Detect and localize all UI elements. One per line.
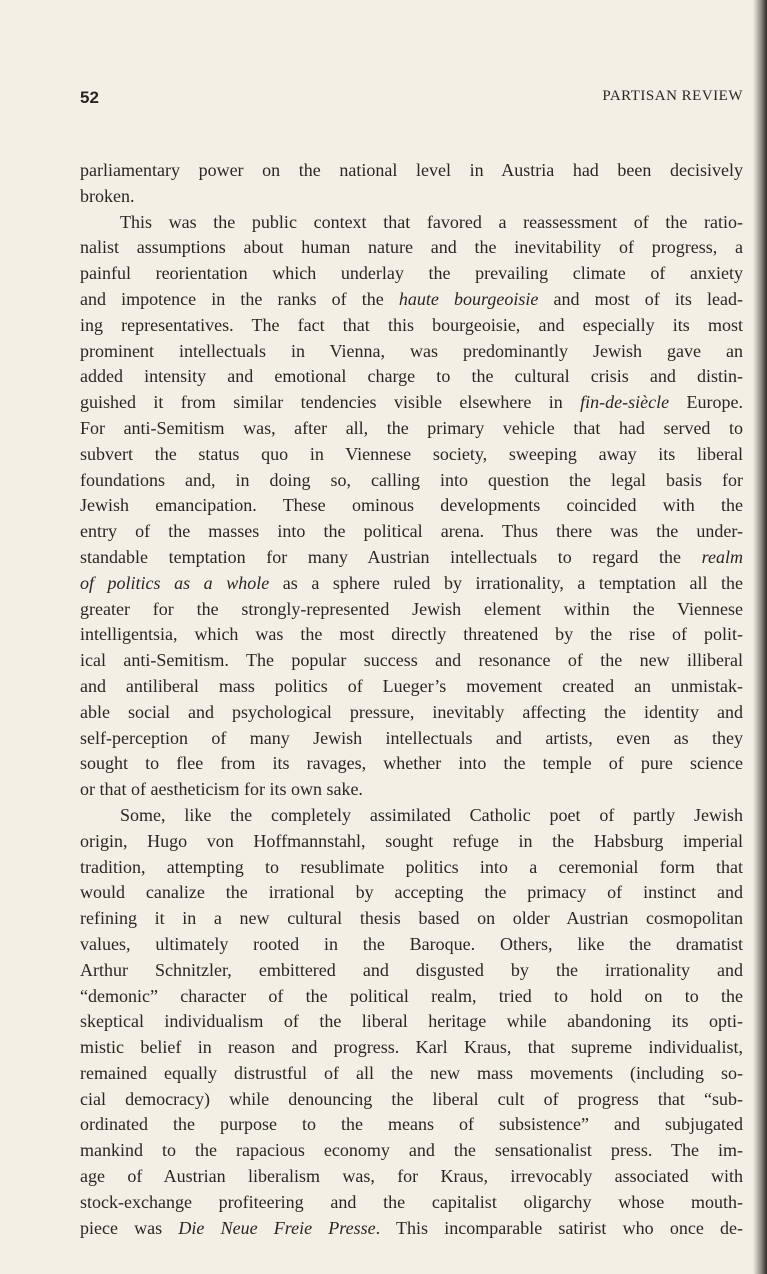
text-line: skeptical individualism of the liberal heritage while abandoning its opti- (80, 1011, 743, 1032)
text-line: entry of the masses into the political arena. Thus there was the under- (80, 521, 743, 542)
text-line: guished it from similar tendencies visible elsewhere in fin-de-siècle Europe. (80, 392, 743, 413)
text-line: subvert the status quo in Viennese society, sweeping away its liberal (80, 443, 743, 464)
text-line: greater for the strongly-represented Jewish element within the Viennese (80, 598, 743, 619)
text-line: added intensity and emotional charge to the cultural crisis and distin- (80, 366, 743, 387)
text-line: parliamentary power on the national level in Austria had been decisively (80, 160, 743, 180)
italic-term: of politics as a whole (80, 572, 270, 593)
italic-term: realm (701, 546, 743, 567)
text-line: self-perception of many Jewish intellectuals and artists, even as they (80, 727, 743, 748)
text-line: broken. (80, 185, 135, 206)
text-line: foundations and, in doing so, calling into question the legal basis for (80, 469, 743, 490)
text-line: age of Austrian liberalism was, for Kraus, irrevocably associated with (80, 1166, 743, 1187)
page-edge-shadow (753, 0, 767, 1274)
text-line: values, ultimately rooted in the Baroque. Others, like the dramatist (80, 933, 743, 954)
text-line: mistic belief in reason and progress. Karl Kraus, that supreme individualist, (80, 1037, 743, 1058)
text-line: ordinated the purpose to the means of subsistence” and subjugated (80, 1114, 743, 1135)
text-line: Arthur Schnitzler, embittered and disgusted by the irrationality and (80, 959, 743, 980)
text-line: standable temptation for many Austrian intellectuals to regard the realm (80, 546, 743, 567)
text-line: sought to flee from its ravages, whether into the temple of pure science (80, 753, 743, 774)
text-line: piece was Die Neue Freie Presse. This incomparable satirist who once de- (80, 1217, 743, 1238)
text-line: Jewish emancipation. These ominous developments coincided with the (80, 495, 743, 516)
text-line: tradition, attempting to resublimate politics into a ceremonial form that (80, 856, 743, 877)
running-head: PARTISAN REVIEW (602, 88, 743, 104)
text-line: “demonic” character of the political realm, tried to hold on to the (80, 985, 743, 1006)
text-line: mankind to the rapacious economy and the sensationalist press. The im- (80, 1140, 743, 1161)
text-line: cial democracy) while denouncing the liberal cult of progress that “sub- (80, 1088, 743, 1109)
text-line: intelligentsia, which was the most directly threatened by the rise of polit- (80, 624, 743, 645)
body-text (80, 158, 743, 1241)
italic-title: Die Neue Freie Presse (178, 1217, 376, 1238)
text-line: refining it in a new cultural thesis based on older Austrian cosmopolitan (80, 908, 743, 929)
page-number: 52 (80, 88, 99, 107)
text-line: This was the public context that favored a reassessment of the ratio- (120, 211, 743, 232)
text-line: prominent intellectuals in Vienna, was predominantly Jewish gave an (80, 340, 743, 361)
text-line: and antiliberal mass politics of Lueger’s movement created an unmistak- (80, 675, 743, 696)
text-line: or that of aestheticism for its own sake. (80, 779, 363, 800)
text-line: For anti-Semitism was, after all, the primary vehicle that had served to (80, 417, 743, 438)
text-line: and impotence in the ranks of the haute bourgeoisie and most of its lead- (80, 288, 743, 309)
text-line: nalist assumptions about human nature and the inevitability of progress, a (80, 237, 743, 258)
text-line: ical anti-Semitism. The popular success and resonance of the new illiberal (80, 650, 743, 671)
text-line: ing representatives. The fact that this bourgeoisie, and especially its most (80, 314, 743, 335)
text-line: would canalize the irrational by accepting the primacy of instinct and (80, 882, 743, 903)
italic-term: fin-de-siècle (580, 392, 670, 413)
text-line: Some, like the completely assimilated Catholic poet of partly Jewish (120, 804, 743, 825)
text-line: origin, Hugo von Hoffmannstahl, sought refuge in the Habsburg imperial (80, 830, 743, 851)
page-header (80, 88, 743, 112)
text-line: remained equally distrustful of all the new mass movements (including so- (80, 1062, 743, 1083)
text-line: of politics as a whole as a sphere ruled by irrationality, a temptation all the (80, 572, 744, 593)
italic-term: haute bourgeoisie (398, 288, 539, 309)
text-line: stock-exchange profiteering and the capitalist oligarchy whose mouth- (80, 1191, 743, 1212)
text-line: painful reorientation which underlay the prevailing climate of anxiety (80, 263, 743, 284)
text-line: able social and psychological pressure, inevitably affecting the identity and (80, 701, 743, 722)
